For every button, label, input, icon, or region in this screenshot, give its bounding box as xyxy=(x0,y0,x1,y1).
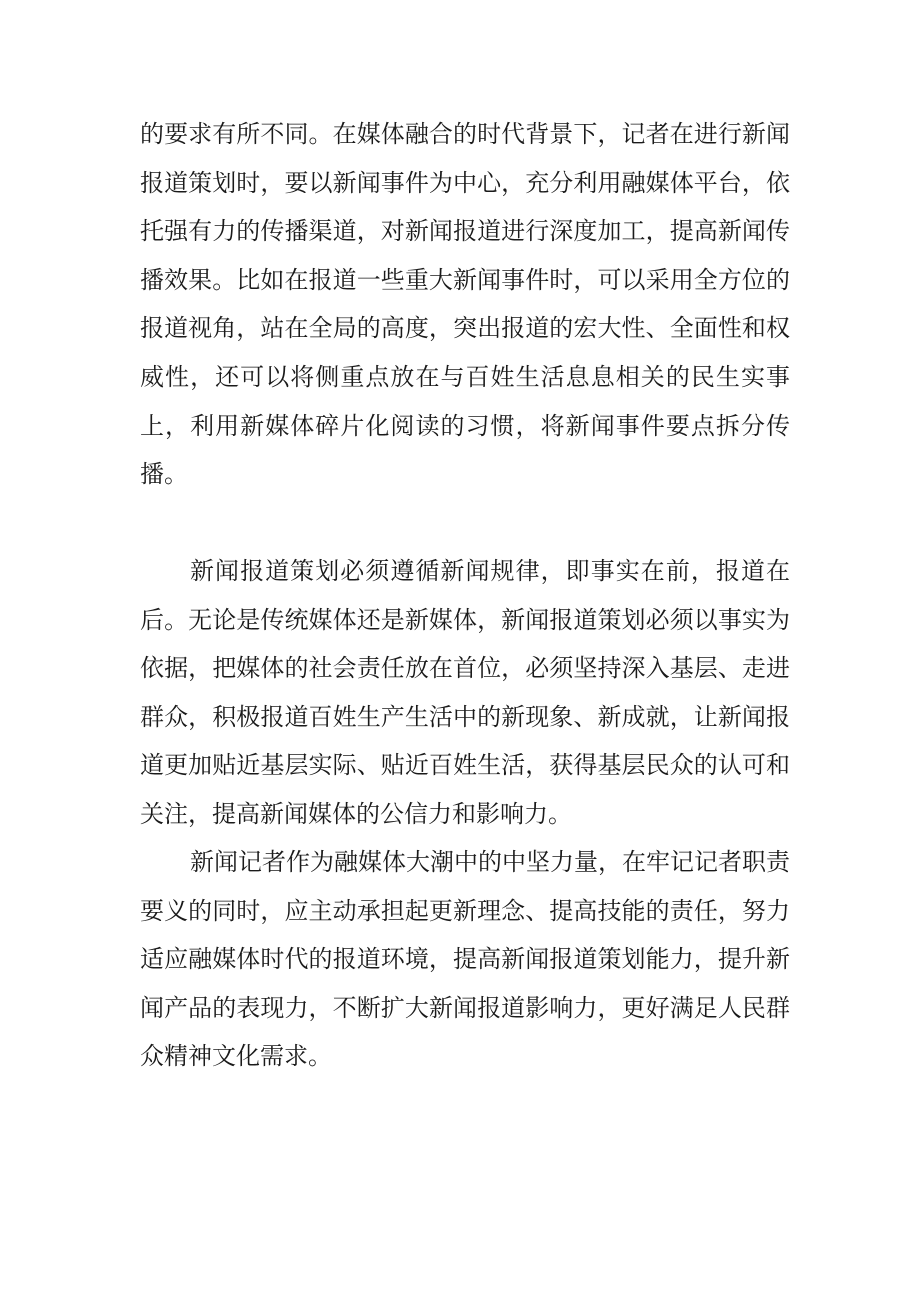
paragraph-1 xyxy=(140,110,790,499)
paragraph-3-text: 新闻记者作为融媒体大潮中的中坚力量，在牢记记者职责要义的同时，应主动承担起更新理念、提高技能的责任，努力适应融媒体时代的报道环境，提高新闻报道策划能力，提升新闻产品的表现力，不断扩大新闻报道影响力，更好满足人民群众精神文化需求。 xyxy=(140,848,790,1071)
paragraph-3 xyxy=(140,838,790,1081)
paragraph-1-text: 的要求有所不同。在媒体融合的时代背景下，记者在进行新闻报道策划时，要以新闻事件为中心，充分利用融媒体平台，依托强有力的传播渠道，对新闻报道进行深度加工，提高新闻传播效果。比如在报道一些重大新闻事件时，可以采用全方位的报道视角，站在全局的高度，突出报道的宏大性、全面性和权威性，还可以将侧重点放在与百姓生活息息相关的民生实事上，利用新媒体碎片化阅读的习惯，将新闻事件要点拆分传播。 xyxy=(140,120,790,489)
paragraph-2-text: 新闻报道策划必须遵循新闻规律，即事实在前，报道在后。无论是传统媒体还是新媒体，新闻报道策划必须以事实为依据，把媒体的社会责任放在首位，必须坚持深入基层、走进群众，积极报道百姓生产生活中的新现象、新成就，让新闻报道更加贴近基层实际、贴近百姓生活，获得基层民众的认可和关注，提高新闻媒体的公信力和影响力。 xyxy=(140,557,790,828)
paragraph-2 xyxy=(140,547,790,839)
